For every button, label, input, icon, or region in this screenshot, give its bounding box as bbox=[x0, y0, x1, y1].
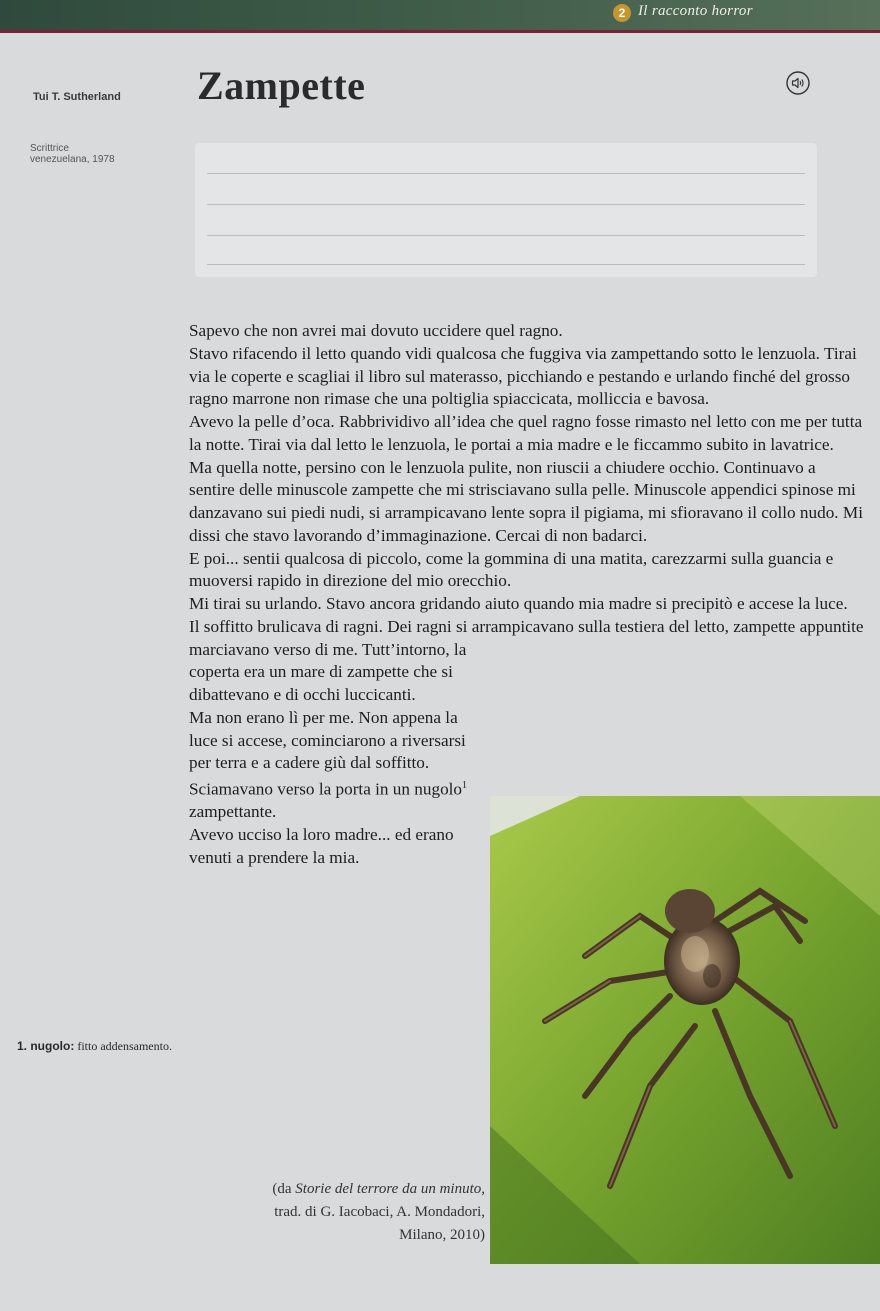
story-paragraph: Stavo rifacendo il letto quando vidi qualcosa che fuggiva via zampettando sotto le lenzuola. Tirai via le coperte e scagliai il libro sul materasso, picchiando e pestando e urlando finché del grosso ragno marrone non rimase che una poltiglia spiaccicata, molliccia e bavosa. bbox=[189, 343, 857, 409]
source-translation: trad. di G. Iacobaci, A. Mondadori, bbox=[274, 1204, 485, 1220]
source-line bbox=[200, 1178, 485, 1201]
footnote-text: fitto addensamento. bbox=[74, 1039, 172, 1053]
source-book-title: Storie del terrore da un minuto bbox=[295, 1181, 482, 1197]
notes-line bbox=[207, 235, 805, 236]
story-paragraph: Il soffitto brulicava di ragni. Dei ragni si arrampicavano sulla testiera del letto, zampette appuntite marciavano verso di me. Tutt’intorno, la bbox=[189, 616, 864, 659]
story-paragraph bbox=[189, 707, 489, 824]
source-citation bbox=[200, 1178, 485, 1247]
story-paragraph: E poi... sentii qualcosa di piccolo, come la gommina di una matita, carezzarmi sulla guancia e muoversi rapido in direzione del mio orecchio. bbox=[189, 548, 834, 591]
story-paragraph: Sapevo che non avrei mai dovuto uccidere quel ragno. bbox=[189, 321, 563, 340]
notes-box[interactable] bbox=[195, 143, 817, 277]
footnote-ref: 1 bbox=[462, 780, 468, 791]
footnote bbox=[17, 1037, 172, 1055]
story-text-segment: Ma non erano lì per me. Non appena la luce si accese, cominciarono a riversarsi per terra e a cadere giù dal soffitto. Sciamavano verso la porta in un nugolo bbox=[189, 707, 466, 799]
author-info bbox=[30, 143, 115, 165]
notes-line bbox=[207, 204, 805, 205]
audio-speaker-icon[interactable] bbox=[786, 71, 810, 95]
source-place-year: Milano, 2010) bbox=[399, 1227, 485, 1243]
story-paragraph: Ma quella notte, persino con le lenzuola pulite, non riuscii a chiudere occhio. Continuavo a sentire delle minuscole zampette che mi strisciavano sulla pelle. Minuscole appendici spinose mi danzavano sui piedi nudi, si arrampicavano lente sopra il pigiama, mi sfioravano il collo nudo. Mi dissi che stavo lavorando d’immaginazione. Cercai di non badarci. bbox=[189, 457, 863, 545]
story-text-segment: zampettante. bbox=[189, 802, 277, 822]
author-origin-year: venezuelana, 1978 bbox=[30, 154, 115, 165]
story-paragraph: Mi tirai su urlando. Stavo ancora gridando aiuto quando mia madre si precipitò e accese la luce. bbox=[189, 594, 848, 613]
story-text bbox=[189, 320, 865, 870]
story-title: Zampette bbox=[197, 63, 366, 108]
notes-line bbox=[207, 173, 805, 174]
chapter-header-bar bbox=[0, 0, 880, 33]
author-role: Scrittrice bbox=[30, 143, 69, 154]
story-paragraph: coperta era un mare di zampette che si dibattevano e di occhi luccicanti. bbox=[189, 662, 453, 704]
chapter-title: Il racconto horror bbox=[638, 3, 753, 19]
spider-photo bbox=[490, 796, 880, 1264]
source-suffix: , bbox=[481, 1181, 485, 1197]
story-paragraph: Avevo la pelle d’oca. Rabbrividivo all’idea che quel ragno fosse rimasto nel letto con me per tutta la notte. Tirai via dal letto le lenzuola, le portai a mia madre e le ficcammo subito in lavatrice. bbox=[189, 412, 863, 454]
chapter-number-badge: 2 bbox=[613, 4, 631, 22]
source-prefix: (da bbox=[272, 1181, 296, 1197]
notes-line bbox=[207, 264, 805, 265]
story-paragraph: Avevo ucciso la loro madre... ed erano venuti a prendere la mia. bbox=[189, 825, 454, 867]
footnote-label: 1. nugolo: bbox=[17, 1039, 75, 1053]
author-name: Tui T. Sutherland bbox=[33, 91, 121, 103]
